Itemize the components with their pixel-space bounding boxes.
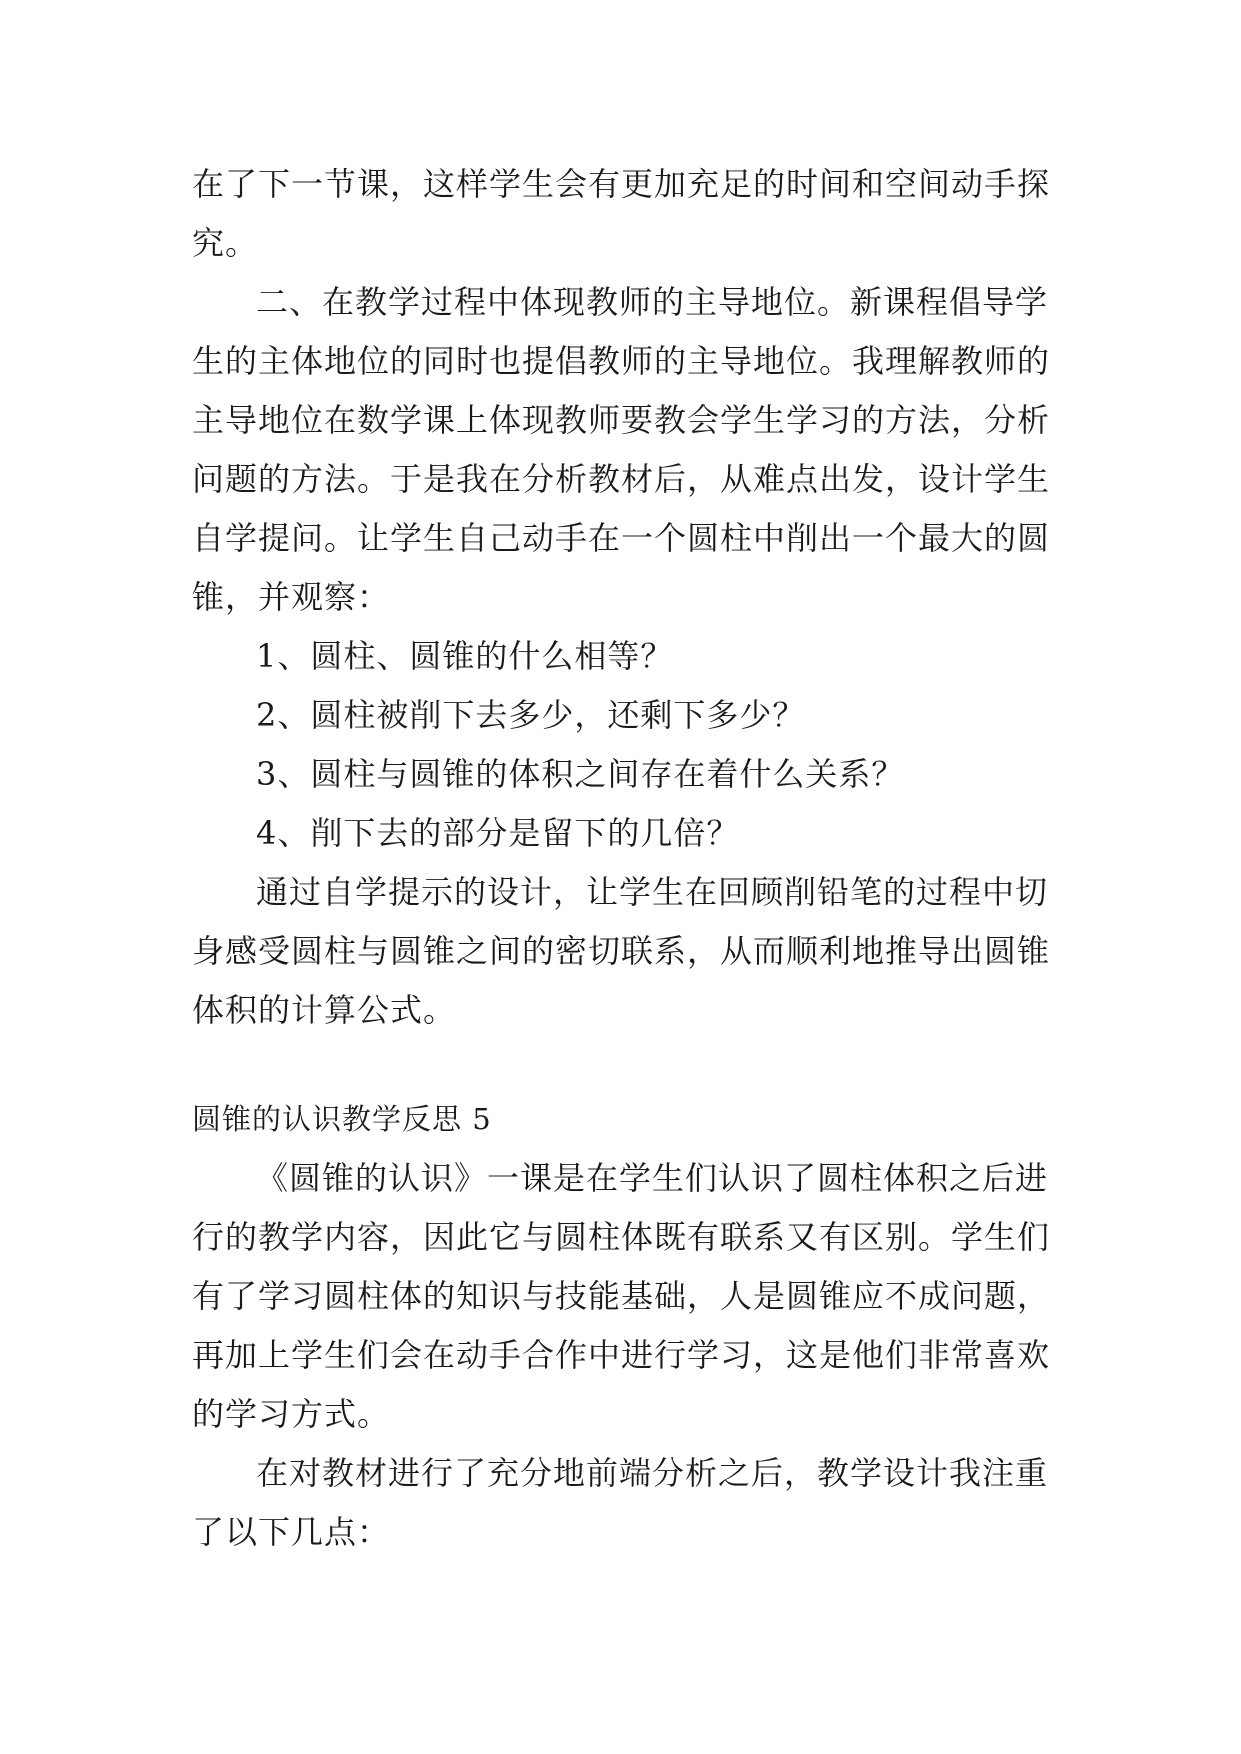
list-item: 4、削下去的部分是留下的几倍？ [256, 814, 740, 852]
text-line: 行的教学内容，因此它与圆柱体既有联系又有区别。学生们 [192, 1218, 1051, 1256]
list-item: 2、圆柱被削下去多少，还剩下多少？ [256, 696, 806, 734]
text-line: 生的主体地位的同时也提倡教师的主导地位。我理解教师的 [192, 342, 1051, 380]
text-line: 自学提问。让学生自己动手在一个圆柱中削出一个最大的圆 [192, 519, 1051, 557]
text-line: 通过自学提示的设计，让学生在回顾削铅笔的过程中切 [256, 873, 1049, 911]
text-line: 身感受圆柱与圆锥之间的密切联系，从而顺利地推导出圆锥 [192, 932, 1051, 970]
section-spacer [192, 1040, 1054, 1090]
text-line: 在了下一节课，这样学生会有更加充足的时间和空间动手探 [192, 165, 1051, 203]
text-line: 究。 [192, 224, 259, 262]
paragraph [192, 1444, 1054, 1562]
paragraph [192, 273, 1054, 627]
text-line: 锥，并观察： [192, 578, 391, 616]
paragraph [192, 863, 1054, 1040]
text-line: 的学习方式。 [192, 1395, 391, 1433]
text-line: 了以下几点： [192, 1513, 391, 1551]
document-page [192, 155, 1054, 1562]
text-line: 二、在教学过程中体现教师的主导地位。新课程倡导学 [256, 283, 1049, 321]
question-list [192, 627, 1054, 863]
text-line: 主导地位在数学课上体现教师要教会学生学习的方法，分析 [192, 401, 1051, 439]
text-line: 问题的方法。于是我在分析教材后，从难点出发，设计学生 [192, 460, 1051, 498]
text-line: 再加上学生们会在动手合作中进行学习，这是他们非常喜欢 [192, 1336, 1051, 1374]
text-line: 《圆锥的认识》一课是在学生们认识了圆柱体积之后进 [256, 1159, 1049, 1197]
text-line: 在对教材进行了充分地前端分析之后，教学设计我注重 [256, 1454, 1049, 1492]
paragraph [192, 1149, 1054, 1444]
text-line: 有了学习圆柱体的知识与技能基础，人是圆锥应不成问题， [192, 1277, 1051, 1315]
text-line: 体积的计算公式。 [192, 991, 457, 1029]
list-item: 3、圆柱与圆锥的体积之间存在着什么关系？ [256, 755, 905, 793]
paragraph [192, 155, 1054, 273]
section-heading: 圆锥的认识教学反思 5 [192, 1102, 492, 1136]
list-item: 1、圆柱、圆锥的什么相等？ [256, 637, 674, 675]
